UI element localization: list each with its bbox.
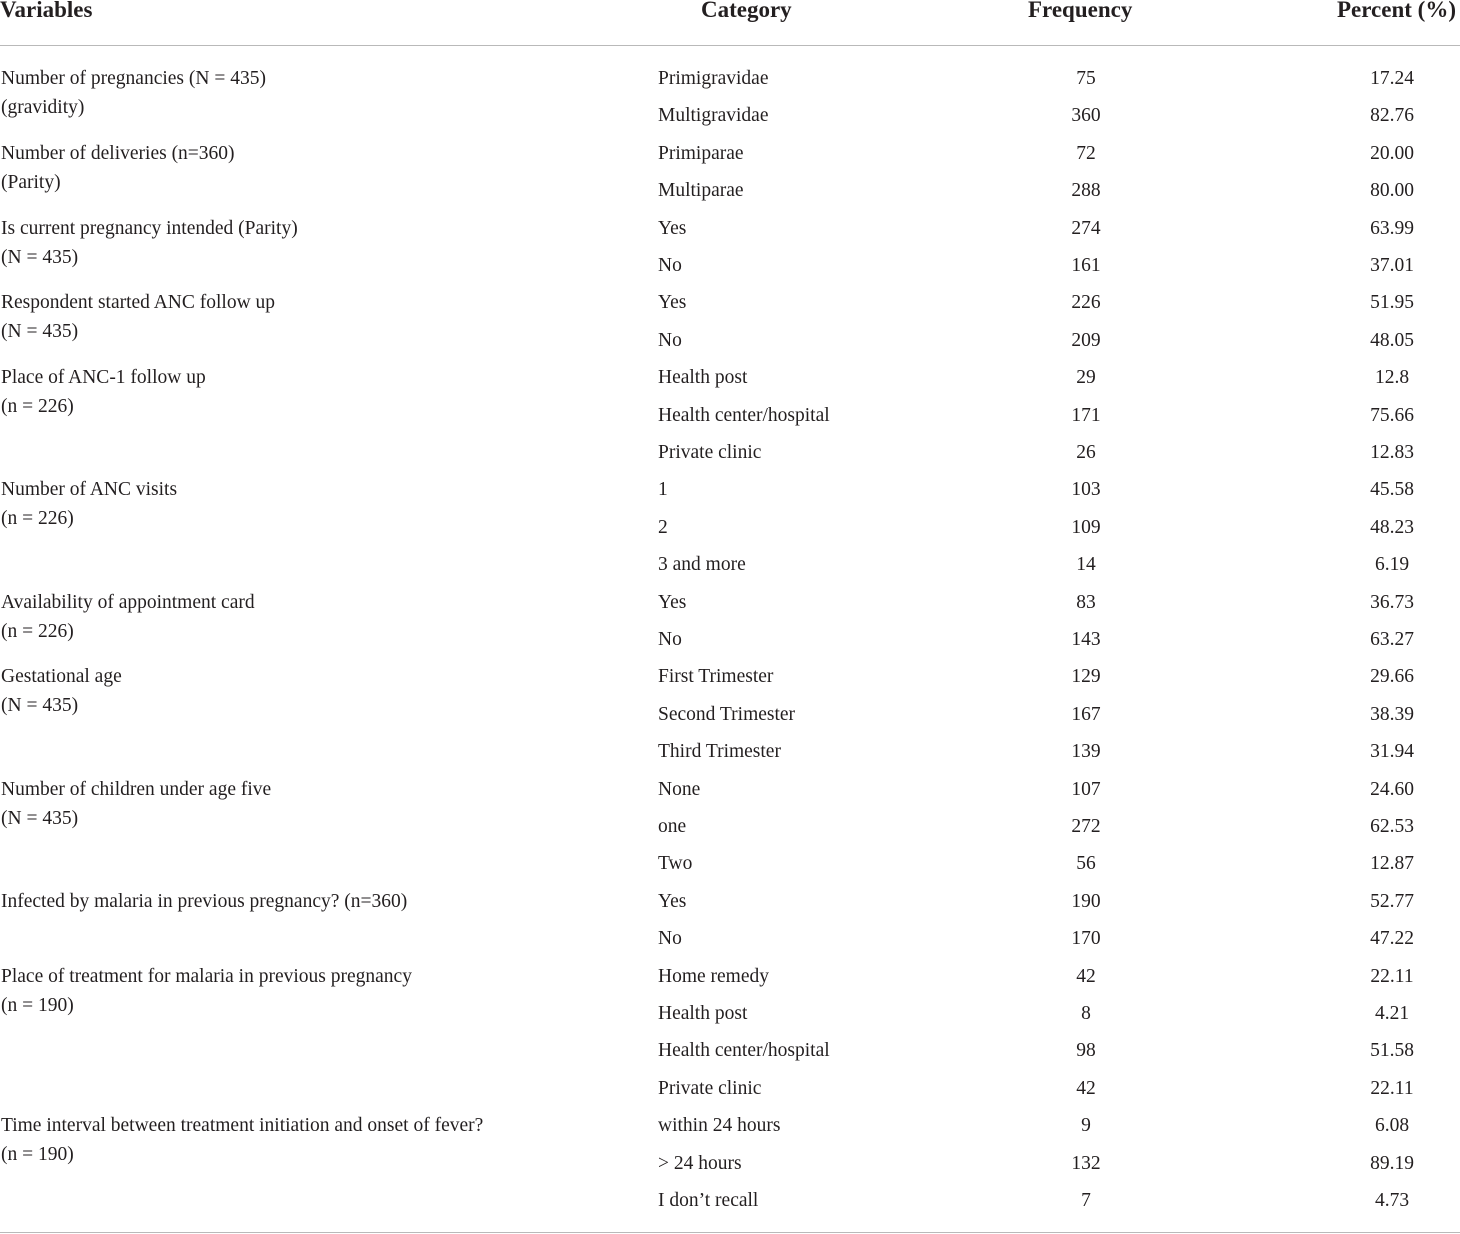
category-cell: Yes: [658, 292, 687, 314]
table-row: [0, 550, 1460, 587]
category-cell: Private clinic: [658, 442, 762, 463]
table-row: [0, 475, 1460, 512]
frequency-cell: 75: [1076, 68, 1096, 89]
category-cell: Private clinic: [658, 1077, 762, 1099]
frequency-cell: 161: [1071, 255, 1101, 276]
percent-cell: 36.73: [1370, 591, 1414, 613]
frequency-cell: 72: [1076, 142, 1096, 164]
frequency-cell: 288: [1071, 180, 1101, 202]
percent-cell: 4.73: [1374, 1190, 1410, 1211]
table-row: [0, 1074, 1460, 1111]
frequency-cell: 139: [1071, 741, 1101, 763]
category-cell: Second Trimester: [658, 703, 796, 725]
percent-cell: 29.66: [1370, 666, 1414, 688]
frequency-cell: 190: [1071, 890, 1101, 912]
frequency-cell: 42: [1076, 965, 1096, 987]
percent-cell: 51.95: [1370, 292, 1414, 314]
table-row: [0, 1036, 1460, 1073]
header-percent: Percent (%): [1337, 0, 1456, 22]
frequency-cell: 9: [1081, 1115, 1091, 1137]
table-bottom-rule: [0, 1232, 1460, 1233]
table-row: [0, 1111, 1460, 1148]
table-row: [0, 176, 1460, 213]
frequency-cell: 143: [1071, 629, 1101, 650]
percent-cell: 47.22: [1370, 928, 1414, 950]
category-cell: 1: [658, 479, 668, 501]
percent-cell: 89.19: [1370, 1152, 1414, 1174]
category-cell: Primigravidae: [658, 68, 769, 89]
table-row: [0, 438, 1460, 475]
frequency-cell: 360: [1071, 105, 1101, 127]
category-cell: Health center/hospital: [658, 1040, 830, 1062]
frequency-cell: 107: [1071, 778, 1101, 800]
table-header: [0, 0, 1460, 46]
table-row: [0, 924, 1460, 961]
category-cell: one: [658, 816, 687, 837]
category-cell: Yes: [658, 890, 687, 912]
category-cell: > 24 hours: [658, 1152, 742, 1174]
table-row: [0, 737, 1460, 774]
percent-cell: 37.01: [1370, 255, 1414, 276]
header-category: Category: [701, 0, 792, 22]
category-cell: No: [658, 928, 682, 950]
table-row: [0, 588, 1460, 625]
table-row: [0, 251, 1460, 288]
percent-cell: 22.11: [1370, 1077, 1414, 1099]
table-row: [0, 1186, 1460, 1223]
table-row: [0, 1149, 1460, 1186]
frequency-cell: 272: [1071, 816, 1101, 837]
table-row: [0, 700, 1460, 737]
table-row: [0, 401, 1460, 438]
table-row: [0, 64, 1460, 101]
variable-label: Availability of appointment card (n = 226): [1, 591, 255, 642]
category-cell: Third Trimester: [658, 741, 781, 763]
header-divider: [0, 45, 1460, 46]
percent-cell: 75.66: [1370, 404, 1414, 426]
percent-cell: 4.21: [1374, 1003, 1410, 1024]
variable-label: Number of deliveries (n=360) (Parity): [1, 142, 235, 193]
category-cell: 3 and more: [658, 554, 746, 576]
frequency-cell: 98: [1076, 1040, 1096, 1062]
variable-label: Number of pregnancies (N = 435) (gravidity): [1, 68, 266, 118]
percent-cell: 17.24: [1370, 68, 1414, 89]
frequency-cell: 26: [1076, 442, 1096, 463]
category-cell: 2: [658, 516, 668, 538]
category-cell: Two: [658, 853, 693, 875]
table-row: [0, 849, 1460, 886]
category-cell: None: [658, 778, 701, 800]
frequency-cell: 56: [1076, 853, 1096, 875]
frequency-cell: 42: [1076, 1077, 1096, 1099]
category-cell: No: [658, 329, 682, 351]
frequency-cell: 109: [1071, 516, 1101, 538]
category-cell: Home remedy: [658, 965, 770, 987]
variable-label: Place of ANC-1 follow up (n = 226): [1, 367, 206, 418]
variable-label: Gestational age (N = 435): [1, 666, 122, 717]
table-row: [0, 887, 1460, 924]
table-row: [0, 288, 1460, 325]
category-cell: Primiparae: [658, 142, 744, 164]
frequency-cell: 274: [1071, 217, 1101, 239]
percent-cell: 22.11: [1370, 965, 1414, 987]
header-frequency: Frequency: [1028, 0, 1133, 22]
category-cell: No: [658, 255, 682, 276]
frequency-cell: 83: [1076, 591, 1096, 613]
variable-label: Number of children under age five (N = 435): [1, 778, 272, 829]
frequency-cell: 226: [1071, 292, 1101, 314]
table-row: [0, 625, 1460, 662]
category-cell: Multiparae: [658, 180, 744, 202]
frequency-cell: 14: [1076, 554, 1096, 576]
percent-cell: 24.60: [1370, 778, 1414, 800]
table-row: [0, 326, 1460, 363]
category-cell: within 24 hours: [658, 1115, 781, 1137]
frequency-cell: 7: [1081, 1190, 1091, 1211]
table-row: [0, 513, 1460, 550]
percent-cell: 62.53: [1370, 816, 1414, 837]
table-row: [0, 101, 1460, 138]
percent-cell: 38.39: [1370, 703, 1414, 725]
table-row: [0, 812, 1460, 849]
category-cell: First Trimester: [658, 666, 774, 688]
percent-cell: 6.19: [1374, 554, 1410, 576]
percent-cell: 48.23: [1370, 516, 1414, 538]
frequency-cell: 8: [1081, 1003, 1091, 1024]
percent-cell: 63.27: [1370, 629, 1414, 650]
category-cell: Health center/hospital: [658, 404, 830, 426]
frequency-cell: 103: [1071, 479, 1101, 501]
percent-cell: 52.77: [1370, 890, 1414, 912]
frequency-cell: 29: [1076, 367, 1096, 389]
variable-label: Time interval between treatment initiation and onset of fever? (n = 190): [1, 1115, 484, 1166]
percent-cell: 48.05: [1370, 329, 1414, 351]
percent-cell: 63.99: [1370, 217, 1414, 239]
percent-cell: 12.83: [1370, 442, 1414, 463]
category-cell: Health post: [658, 367, 748, 389]
table-row: [0, 962, 1460, 999]
frequency-cell: 171: [1071, 404, 1101, 426]
percent-cell: 20.00: [1370, 142, 1414, 164]
frequency-cell: 167: [1071, 703, 1101, 725]
frequency-cell: 132: [1071, 1152, 1101, 1174]
table-row: [0, 363, 1460, 400]
frequency-cell: 170: [1071, 928, 1101, 950]
percent-cell: 12.87: [1370, 853, 1414, 875]
variable-label: Infected by malaria in previous pregnancy? (n=360): [1, 890, 408, 912]
percent-cell: 12.8: [1374, 367, 1410, 389]
category-cell: Health post: [658, 1003, 748, 1024]
percent-cell: 51.58: [1370, 1040, 1414, 1062]
percent-cell: 31.94: [1370, 741, 1414, 763]
percent-cell: 6.08: [1374, 1115, 1410, 1137]
frequency-cell: 209: [1071, 329, 1101, 351]
percent-cell: 82.76: [1370, 105, 1414, 127]
table-row: [0, 214, 1460, 251]
frequency-cell: 129: [1071, 666, 1101, 688]
variable-label: Number of ANC visits (n = 226): [1, 479, 178, 530]
variable-label: Is current pregnancy intended (Parity) (N = 435): [1, 217, 298, 268]
table-row: [0, 775, 1460, 812]
table-row: [0, 999, 1460, 1036]
category-cell: Yes: [658, 217, 687, 239]
variable-label: Place of treatment for malaria in previous pregnancy (n = 190): [1, 965, 412, 1016]
category-cell: Yes: [658, 591, 687, 613]
table-row: [0, 662, 1460, 699]
table-row: [0, 139, 1460, 176]
category-cell: No: [658, 629, 682, 650]
variable-label: Respondent started ANC follow up (N = 435): [1, 292, 276, 343]
category-cell: Multigravidae: [658, 105, 769, 127]
percent-cell: 45.58: [1370, 479, 1414, 501]
category-cell: I don’t recall: [658, 1190, 759, 1211]
percent-cell: 80.00: [1370, 180, 1414, 202]
header-variables: Variables: [0, 0, 93, 22]
